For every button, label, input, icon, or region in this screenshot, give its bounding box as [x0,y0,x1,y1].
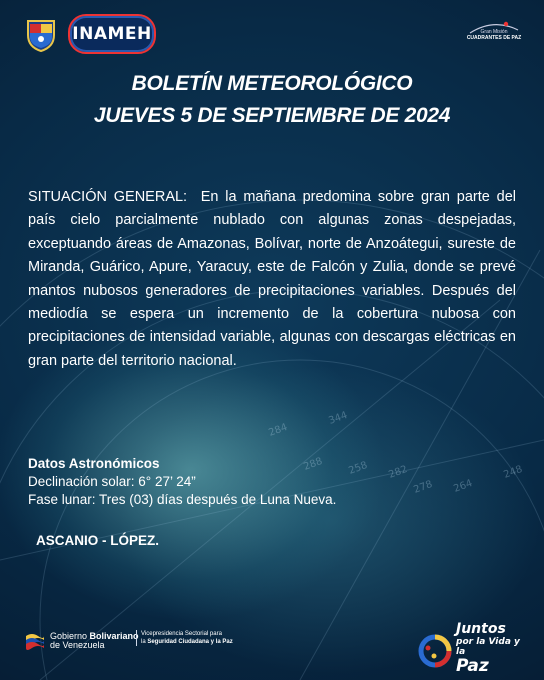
grid-label: 264 [452,477,474,495]
astronomical-heading: Datos Astronómicos [28,456,160,471]
gob-line2: de Venezuela [50,640,105,650]
juntos-line1: Juntos [456,621,506,637]
vice-line2-prefix: la [141,639,148,645]
gobierno-bolivariano-logo [24,630,139,652]
general-situation [28,186,516,373]
situation-label: SITUACIÓN GENERAL: [28,189,188,205]
grid-label: 258 [347,459,369,477]
footer [0,610,544,680]
grid-label: 248 [502,463,524,481]
inameh-logo-text: INAMEH [72,24,152,44]
venezuela-coat-of-arms-icon [22,15,60,53]
vice-line1: Vicepresidencia Sectorial para [141,631,222,637]
solar-declination: Declinación solar: 6° 27’ 24” [28,474,196,489]
grid-label: 284 [267,421,289,439]
juntos-line2: por la Vida y la [456,637,520,657]
colorful-swirl-icon [414,630,456,672]
juntos-por-la-vida-logo [414,620,524,676]
gob-text [50,632,139,651]
astronomical-data [28,455,488,509]
inameh-logo [68,14,156,54]
gob-line1-prefix: Gobierno [50,630,90,641]
signature: ASCANIO - LÓPEZ. [36,533,160,548]
star-arc-icon [462,20,526,34]
right-logo-top-text: Gran Misión [480,29,508,35]
cuadrantes-de-paz-logo [462,20,526,48]
moon-phase: Fase lunar: Tres (03) días después de Luna Nueva. [28,492,337,507]
logo-group-left [22,14,156,54]
situation-text: En la mañana predomina sobre gran parte del país cielo parcialmente nublado con algunas zonas despejadas, exceptuando áreas de Amazonas, Bolívar, norte de Anzoátegui, sureste de Miranda, Guárico, Apure, Yaracuy, este de Falcón y Zulia, donde se prevé mantos nubosos generadores de precipitaciones variables. Después del mediodía se espera un incremento de la cobertura nubosa con precipitaciones de intensidad variable, algunas con descargas eléctricas en gran parte del territorio nacional. [28,189,517,369]
right-logo-bottom-text: CUADRANTES DE PAZ [466,35,522,41]
flag-wave-icon [24,630,46,652]
juntos-line3: Paz [456,656,489,676]
bulletin-title: BOLETÍN METEOROLÓGICO [131,72,413,95]
grid-label: 278 [412,478,434,496]
header [0,0,544,60]
grid-label: 288 [302,455,324,473]
vicepresidencia-text [136,630,233,646]
grid-label: 282 [387,463,409,481]
gob-line1-bold: Bolivariano [89,630,139,641]
vice-line2-bold: Seguridad Ciudadana y la Paz [147,639,233,645]
bulletin-date: JUEVES 5 DE SEPTIEMBRE DE 2024 [93,104,451,127]
grid-label: 344 [327,409,349,427]
juntos-text [456,622,524,675]
